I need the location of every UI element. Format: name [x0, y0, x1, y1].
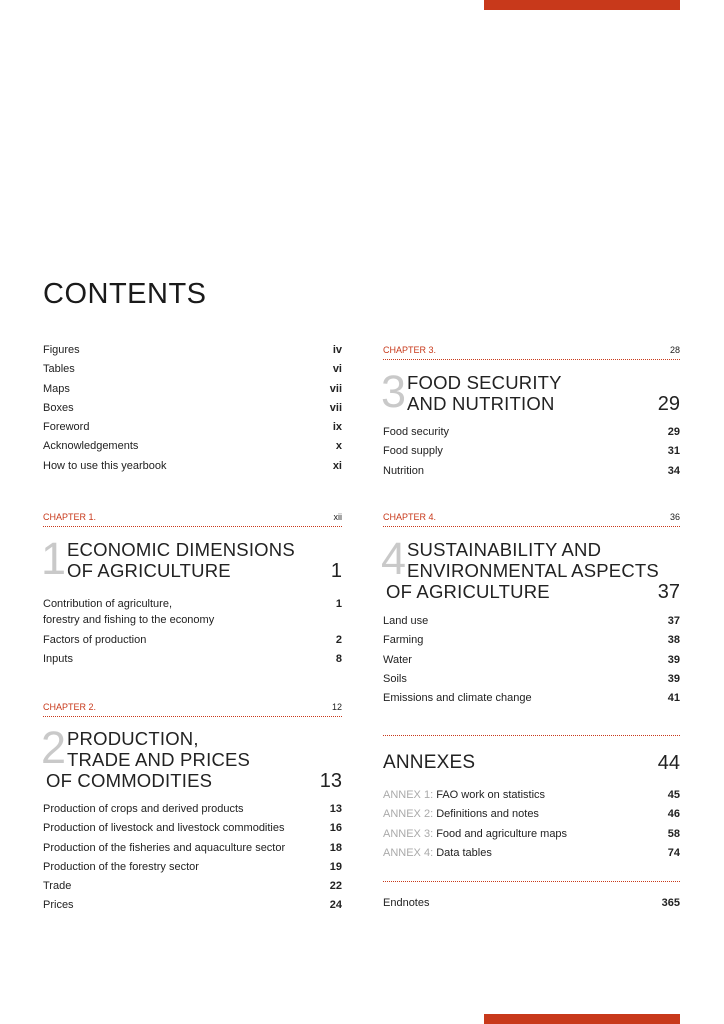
chapter-tag-label: CHAPTER 3.: [383, 345, 437, 355]
bottom-accent-bar: [484, 1014, 680, 1024]
toc-label: Food and agriculture maps: [436, 827, 568, 840]
toc-label: Figures: [43, 344, 80, 356]
endnotes-divider: [383, 880, 680, 882]
toc-page: x: [335, 440, 342, 453]
chapter-heading: [381, 366, 680, 417]
chapter-tag-page: 36: [669, 512, 680, 522]
toc-label: Contribution of agriculture,: [43, 598, 173, 610]
annexes: [383, 752, 680, 863]
toc-label: Acknowledgements: [43, 440, 139, 453]
toc-page: 31: [667, 445, 680, 458]
toc-page: 2: [335, 634, 342, 646]
toc-row[interactable]: [383, 612, 680, 631]
annex-prefix: ANNEX 3:: [383, 827, 434, 840]
annex-prefix: ANNEX 2:: [383, 808, 434, 821]
chapter-tag[interactable]: [383, 510, 680, 527]
chapter-title-line: PRODUCTION,: [67, 728, 199, 749]
chapter-page: 29: [657, 393, 680, 415]
toc-page: 18: [329, 841, 342, 854]
toc-row[interactable]: [383, 631, 680, 650]
toc-page: iv: [332, 344, 342, 356]
toc-page: 37: [667, 615, 680, 627]
toc-row[interactable]: [383, 825, 680, 844]
chapter-title-line: FOOD SECURITY: [407, 372, 562, 393]
toc-page: 39: [667, 653, 680, 666]
chapter-tag[interactable]: [383, 343, 680, 360]
toc-row[interactable]: [383, 462, 680, 481]
chapter-1: [43, 510, 342, 670]
toc-label-cont: forestry and fishing to the economy: [43, 614, 215, 626]
toc-row[interactable]: [383, 670, 680, 689]
chapter-tag-label: CHAPTER 2.: [43, 702, 97, 712]
chapter-page: 1: [330, 560, 342, 582]
toc-label: Factors of production: [43, 634, 147, 646]
toc-page: 41: [667, 692, 680, 705]
toc-row[interactable]: [43, 650, 342, 669]
toc-label: Farming: [383, 634, 424, 647]
chapter-title-line: OF AGRICULTURE: [67, 560, 231, 581]
toc-row[interactable]: [43, 858, 342, 877]
toc-row[interactable]: [43, 437, 342, 456]
toc-page: 24: [329, 899, 342, 912]
chapter-heading: [41, 722, 342, 792]
toc-row[interactable]: [383, 442, 680, 461]
chapter-2: [43, 700, 342, 916]
toc-row[interactable]: [383, 651, 680, 670]
toc-label: Foreword: [43, 421, 90, 434]
chapter-page: 37: [657, 581, 680, 603]
toc-page: 13: [329, 803, 342, 815]
toc-label: Boxes: [43, 401, 74, 414]
page-title: CONTENTS: [43, 278, 207, 310]
chapter-title-line: SUSTAINABILITY AND: [407, 539, 602, 560]
chapter-page: 13: [319, 770, 342, 792]
toc-page: vi: [332, 363, 342, 376]
toc-page: vii: [329, 401, 342, 414]
toc-label: Soils: [383, 672, 407, 685]
toc-label: FAO work on statistics: [436, 789, 546, 801]
toc-row[interactable]: [383, 844, 680, 863]
chapter-title-line: TRADE AND PRICES: [67, 749, 251, 770]
toc-row[interactable]: [383, 786, 680, 805]
chapter-number: 4: [381, 533, 407, 584]
chapter-tag[interactable]: [43, 510, 342, 527]
toc-page: 19: [329, 860, 342, 873]
toc-page: 45: [667, 789, 680, 801]
annexes-page: 44: [657, 752, 680, 774]
toc-label: Food security: [383, 426, 450, 438]
toc-label: Trade: [43, 880, 72, 893]
endnotes: [383, 894, 680, 913]
chapter-tag-page: 12: [331, 702, 342, 712]
toc-label: Production of livestock and livestock commodities: [43, 822, 285, 835]
toc-row[interactable]: [43, 360, 342, 379]
toc-row[interactable]: [43, 877, 342, 896]
chapter-number: 2: [41, 722, 67, 773]
toc-row[interactable]: [43, 593, 342, 631]
top-accent-bar: [484, 0, 680, 10]
toc-label: Land use: [383, 615, 429, 627]
toc-label: How to use this yearbook: [43, 459, 167, 472]
toc-page: xi: [332, 459, 342, 472]
toc-row[interactable]: [43, 380, 342, 399]
chapter-title-line: ENVIRONMENTAL ASPECTS: [407, 560, 659, 581]
toc-page: ix: [332, 421, 342, 434]
toc-row[interactable]: [383, 423, 680, 442]
chapter-tag-page: xii: [333, 512, 342, 522]
toc-page: 34: [667, 464, 680, 477]
toc-page: 29: [667, 426, 680, 438]
chapter-tag-page: 28: [669, 345, 680, 355]
toc-page: 365: [661, 897, 680, 909]
toc-page: 22: [329, 880, 342, 893]
toc-row[interactable]: [43, 399, 342, 418]
chapter-heading: [41, 533, 342, 584]
toc-page: 16: [329, 822, 342, 835]
toc-label: Endnotes: [383, 897, 430, 909]
annex-prefix: ANNEX 1:: [383, 789, 434, 801]
toc-label: Production of crops and derived products: [43, 803, 244, 815]
chapter-number: 1: [41, 533, 67, 584]
toc-page: 8: [335, 653, 342, 666]
toc-label: Nutrition: [383, 464, 424, 477]
toc-label: Inputs: [43, 653, 73, 666]
front-matter-list: [43, 341, 342, 476]
toc-page: 74: [667, 846, 680, 859]
toc-row[interactable]: [383, 689, 680, 708]
chapter-tag[interactable]: [43, 700, 342, 717]
toc-page: 38: [667, 634, 680, 647]
toc-label: Definitions and notes: [436, 808, 539, 821]
toc-label: Production of the fisheries and aquaculture sector: [43, 841, 286, 854]
toc-label: Water: [383, 653, 412, 666]
chapter-title-line: OF COMMODITIES: [46, 770, 213, 791]
toc-row[interactable]: [43, 896, 342, 915]
annexes-title: ANNEXES: [383, 752, 476, 773]
toc-row[interactable]: [43, 819, 342, 838]
chapter-number: 3: [381, 366, 407, 417]
annex-prefix: ANNEX 4:: [383, 846, 434, 859]
toc-row[interactable]: [43, 839, 342, 858]
toc-page: 58: [667, 827, 680, 840]
toc-row[interactable]: [43, 457, 342, 476]
toc-row[interactable]: [43, 800, 342, 819]
toc-row[interactable]: [383, 805, 680, 824]
toc-page: vii: [329, 382, 342, 395]
toc-page: 46: [667, 808, 680, 821]
chapter-title-line: OF AGRICULTURE: [386, 581, 550, 602]
toc-label: Data tables: [436, 846, 492, 859]
toc-page: 39: [667, 672, 680, 685]
toc-label: Maps: [43, 382, 70, 395]
chapter-4: [383, 510, 680, 708]
toc-row[interactable]: [43, 418, 342, 437]
chapter-3: [383, 343, 680, 481]
toc-row[interactable]: [43, 341, 342, 360]
toc-page: 1: [335, 598, 342, 610]
toc-label: Prices: [43, 899, 74, 912]
annexes-heading[interactable]: [383, 752, 680, 778]
toc-row[interactable]: [43, 631, 342, 650]
chapter-heading: [381, 533, 680, 603]
toc-row[interactable]: [383, 894, 680, 913]
toc-label: Tables: [43, 363, 75, 376]
chapter-tag-label: CHAPTER 1.: [43, 512, 97, 522]
chapter-title-line: AND NUTRITION: [407, 393, 555, 414]
annex-divider: [383, 734, 680, 736]
toc-label: Emissions and climate change: [383, 692, 532, 705]
toc-label: Food supply: [383, 445, 443, 458]
toc-label: Production of the forestry sector: [43, 860, 199, 873]
chapter-title-line: ECONOMIC DIMENSIONS: [67, 539, 295, 560]
chapter-tag-label: CHAPTER 4.: [383, 512, 437, 522]
